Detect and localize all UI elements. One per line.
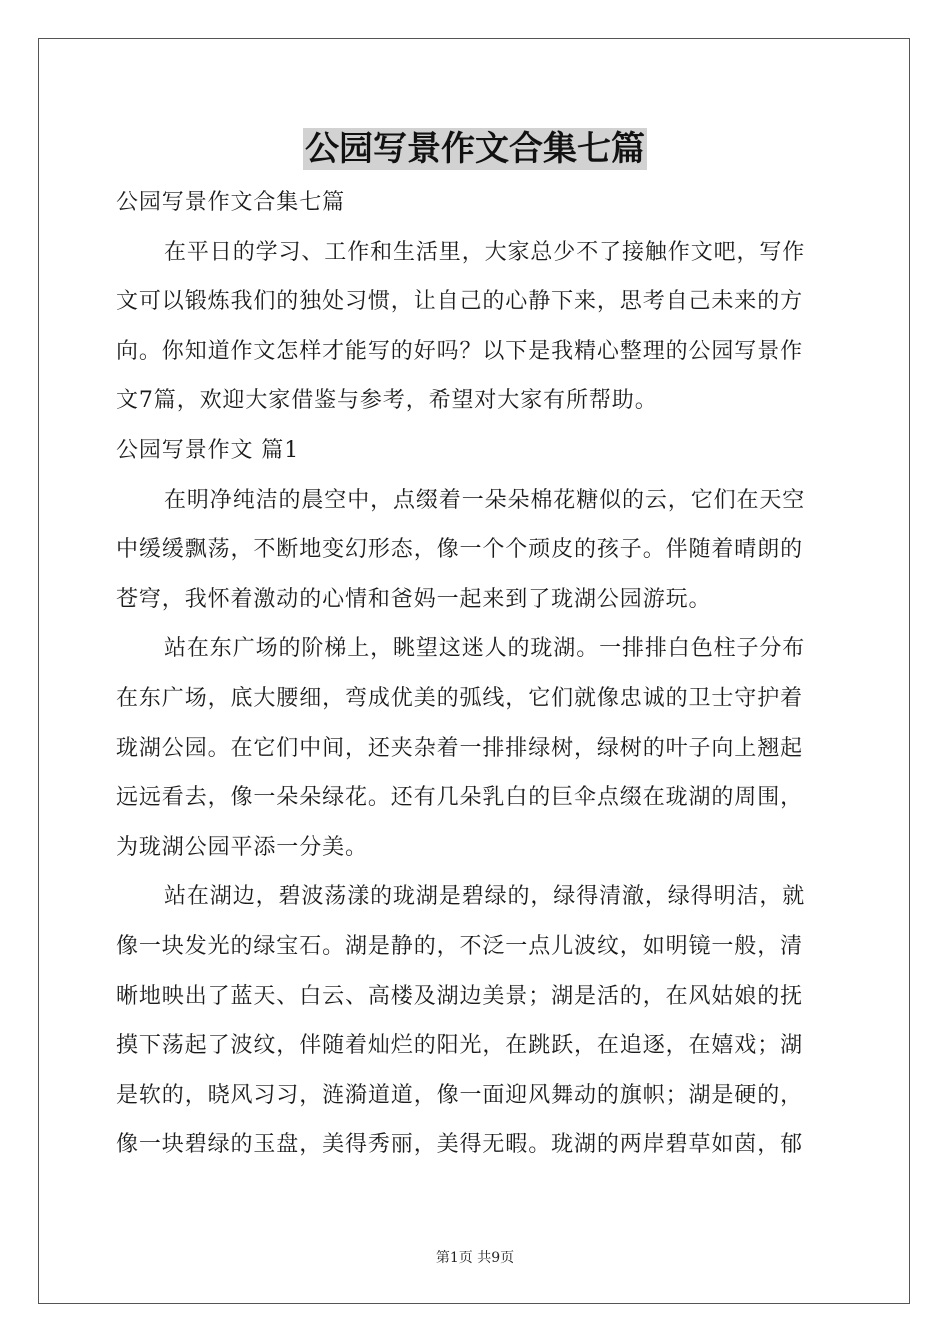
document-body <box>116 178 834 1170</box>
document-title: 公园写景作文合集七篇 <box>305 129 645 169</box>
paragraph-line: 摸下荡起了波纹，伴随着灿烂的阳光，在跳跃，在追逐，在嬉戏；湖 <box>116 1033 804 1059</box>
paragraph-line: 珑湖公园。在它们中间，还夹杂着一排排绿树，绿树的叶子向上翘起 <box>116 735 804 761</box>
paragraph-line: 晰地映出了蓝天、白云、高楼及湖边美景；湖是活的，在风姑娘的抚 <box>116 983 804 1009</box>
title-container <box>0 128 950 170</box>
paragraph-line: 像一块碧绿的玉盘，美得秀丽，美得无暇。珑湖的两岸碧草如茵，郁 <box>116 1132 804 1158</box>
subtitle-line: 公园写景作文合集七篇 <box>116 190 346 215</box>
paragraph-line: 在明净纯洁的晨空中，点缀着一朵朵棉花糖似的云，它们在天空 <box>164 487 806 513</box>
section-heading: 公园写景作文 篇1 <box>116 437 300 463</box>
paragraph-line: 在平日的学习、工作和生活里，大家总少不了接触作文吧，写作 <box>164 239 806 265</box>
paragraph-line: 远远看去，像一朵朵绿花。还有几朵乳白的巨伞点缀在珑湖的周围， <box>116 785 804 811</box>
paragraph-line: 是软的，晓风习习，涟漪道道，像一面迎风舞动的旗帜；湖是硬的， <box>116 1082 804 1108</box>
paragraph-line: 为珑湖公园平添一分美。 <box>116 834 368 860</box>
paragraph-line: 站在东广场的阶梯上，眺望这迷人的珑湖。一排排白色柱子分布 <box>164 636 806 662</box>
paragraph-line: 向。你知道作文怎样才能写的好吗？以下是我精心整理的公园写景作 <box>116 338 804 364</box>
paragraph-line: 文7篇，欢迎大家借鉴与参考，希望对大家有所帮助。 <box>116 388 658 414</box>
paragraph-line: 苍穹，我怀着激动的心情和爸妈一起来到了珑湖公园游玩。 <box>116 586 712 612</box>
paragraph-line: 文可以锻炼我们的独处习惯，让自己的心静下来，思考自己未来的方 <box>116 289 804 315</box>
paragraph-line: 站在湖边，碧波荡漾的珑湖是碧绿的，绿得清澈，绿得明洁，就 <box>164 884 806 910</box>
paragraph-line: 像一块发光的绿宝石。湖是静的，不泛一点儿波纹，如明镜一般，清 <box>116 933 804 959</box>
page-number-footer: 第1页 共9页 <box>435 1250 515 1266</box>
paragraph-line: 在东广场，底大腰细，弯成优美的弧线，它们就像忠诚的卫士守护着 <box>116 685 804 711</box>
paragraph-line: 中缓缓飘荡，不断地变幻形态，像一个个顽皮的孩子。伴随着晴朗的 <box>116 537 804 563</box>
